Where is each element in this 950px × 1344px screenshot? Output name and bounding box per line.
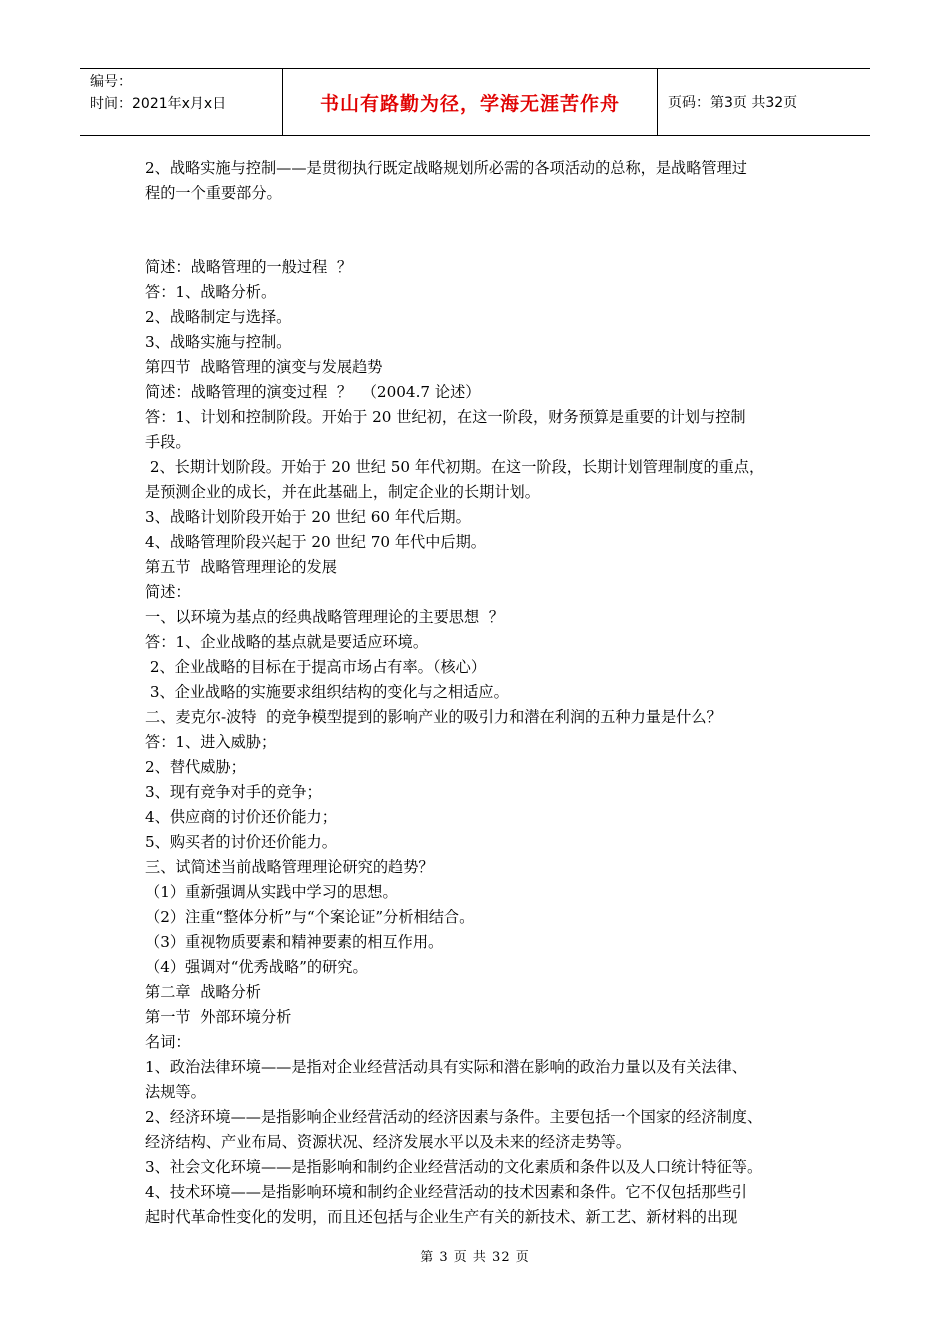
page-info: 页码：第3页 共32页 [668,95,798,111]
text-line: 3、社会文化环境——是指影响和制约企业经营活动的文化素质和条件以及人口统计特征等。 [145,1158,763,1176]
text-line: 答：1、战略分析。 [145,283,277,301]
text-line: 4、战略管理阶段兴起于 20 世纪 70 年代中后期。 [145,533,486,551]
text-line: 是预测企业的成长，并在此基础上，制定企业的长期计划。 [145,483,540,501]
text-line: （2）注重“整体分析”与“个案论证”分析相结合。 [145,908,475,926]
text-line: 法规等。 [145,1083,206,1101]
text-line: 2、企业战略的目标在于提高市场占有率。（核心） [145,658,487,676]
text-line: 答：1、计划和控制阶段。开始于 20 世纪初，在这一阶段，财务预算是重要的计划与控制 [145,408,746,426]
main-text [145,255,825,1230]
text-line: （3）重视物质要素和精神要素的相互作用。 [145,933,444,951]
text-line: 第五节 战略管理理论的发展 [145,558,337,576]
text-line: 第一节 外部环境分析 [145,1008,292,1026]
top-paragraph [145,156,825,206]
text-line: 答：1、企业战略的基点就是要适应环境。 [145,633,429,651]
text-line: 4、技术环境——是指影响环境和制约企业经营活动的技术因素和条件。它不仅包括那些引 [145,1183,747,1201]
text-line: （1）重新强调从实践中学习的思想。 [145,883,398,901]
text-line: 简述：战略管理的演变过程 ？ （2004.7 论述） [145,383,481,401]
text-line: （4）强调对“优秀战略”的研究。 [145,958,368,976]
text-line: 二、麦克尔-波特 的竞争模型提到的影响产业的吸引力和潜在利润的五种力量是什么？ [145,708,722,726]
page-header [80,68,870,136]
text-line: 第二章 战略分析 [145,983,261,1001]
text-line: 手段。 [145,433,191,451]
header-motto-cell [282,69,658,135]
text-line: 第四节 战略管理的演变与发展趋势 [145,358,383,376]
text-line: 三、试简述当前战略管理理论研究的趋势？ [145,858,434,876]
text-line: 起时代革命性变化的发明，而且还包括与企业生产有关的新技术、新工艺、新材料的出现 [145,1208,738,1226]
document-body [145,156,825,1230]
text-line: 简述：战略管理的一般过程 ？ [145,258,353,276]
text-line: 经济结构、产业布局、资源状况、经济发展水平以及未来的经济走势等。 [145,1133,631,1151]
text-line: 简述： [145,583,191,601]
text-line: 2、长期计划阶段。开始于 20 世纪 50 年代初期。在这一阶段，长期计划管理制度的重点， [145,458,765,476]
text-line: 5、购买者的讨价还价能力。 [145,833,337,851]
text-line: 4、供应商的讨价还价能力； [145,808,337,826]
text-line: 3、战略实施与控制。 [145,333,292,351]
header-page-cell [658,69,870,135]
page-footer: 第 3 页 共 32 页 [420,1250,530,1265]
text-line: 2、战略实施与控制——是贯彻执行既定战略规划所必需的各项活动的总称，是战略管理过 [145,159,747,177]
text-line: 3、企业战略的实施要求组织结构的变化与之相适应。 [145,683,509,701]
motto: 书山有路勤为径，学海无涯苦作舟 [319,92,620,115]
serial-label: 编号： [90,74,132,90]
header-meta [80,69,282,135]
text-line: 一、以环境为基点的经典战略管理理论的主要思想 ？ [145,608,504,626]
text-line: 答：1、进入威胁； [145,733,277,751]
blank-gap [145,206,825,255]
text-line: 名词： [145,1033,191,1051]
text-line: 2、替代威胁； [145,758,246,776]
text-line: 1、政治法律环境——是指对企业经营活动具有实际和潜在影响的政治力量以及有关法律、 [145,1058,747,1076]
text-line: 2、经济环境——是指影响企业经营活动的经济因素与条件。主要包括一个国家的经济制度、 [145,1108,763,1126]
text-line: 程的一个重要部分。 [145,184,282,202]
date-label: 时间：2021年x月x日 [90,96,227,112]
text-line: 3、现有竞争对手的竞争； [145,783,322,801]
text-line: 3、战略计划阶段开始于 20 世纪 60 年代后期。 [145,508,471,526]
text-line: 2、战略制定与选择。 [145,308,292,326]
